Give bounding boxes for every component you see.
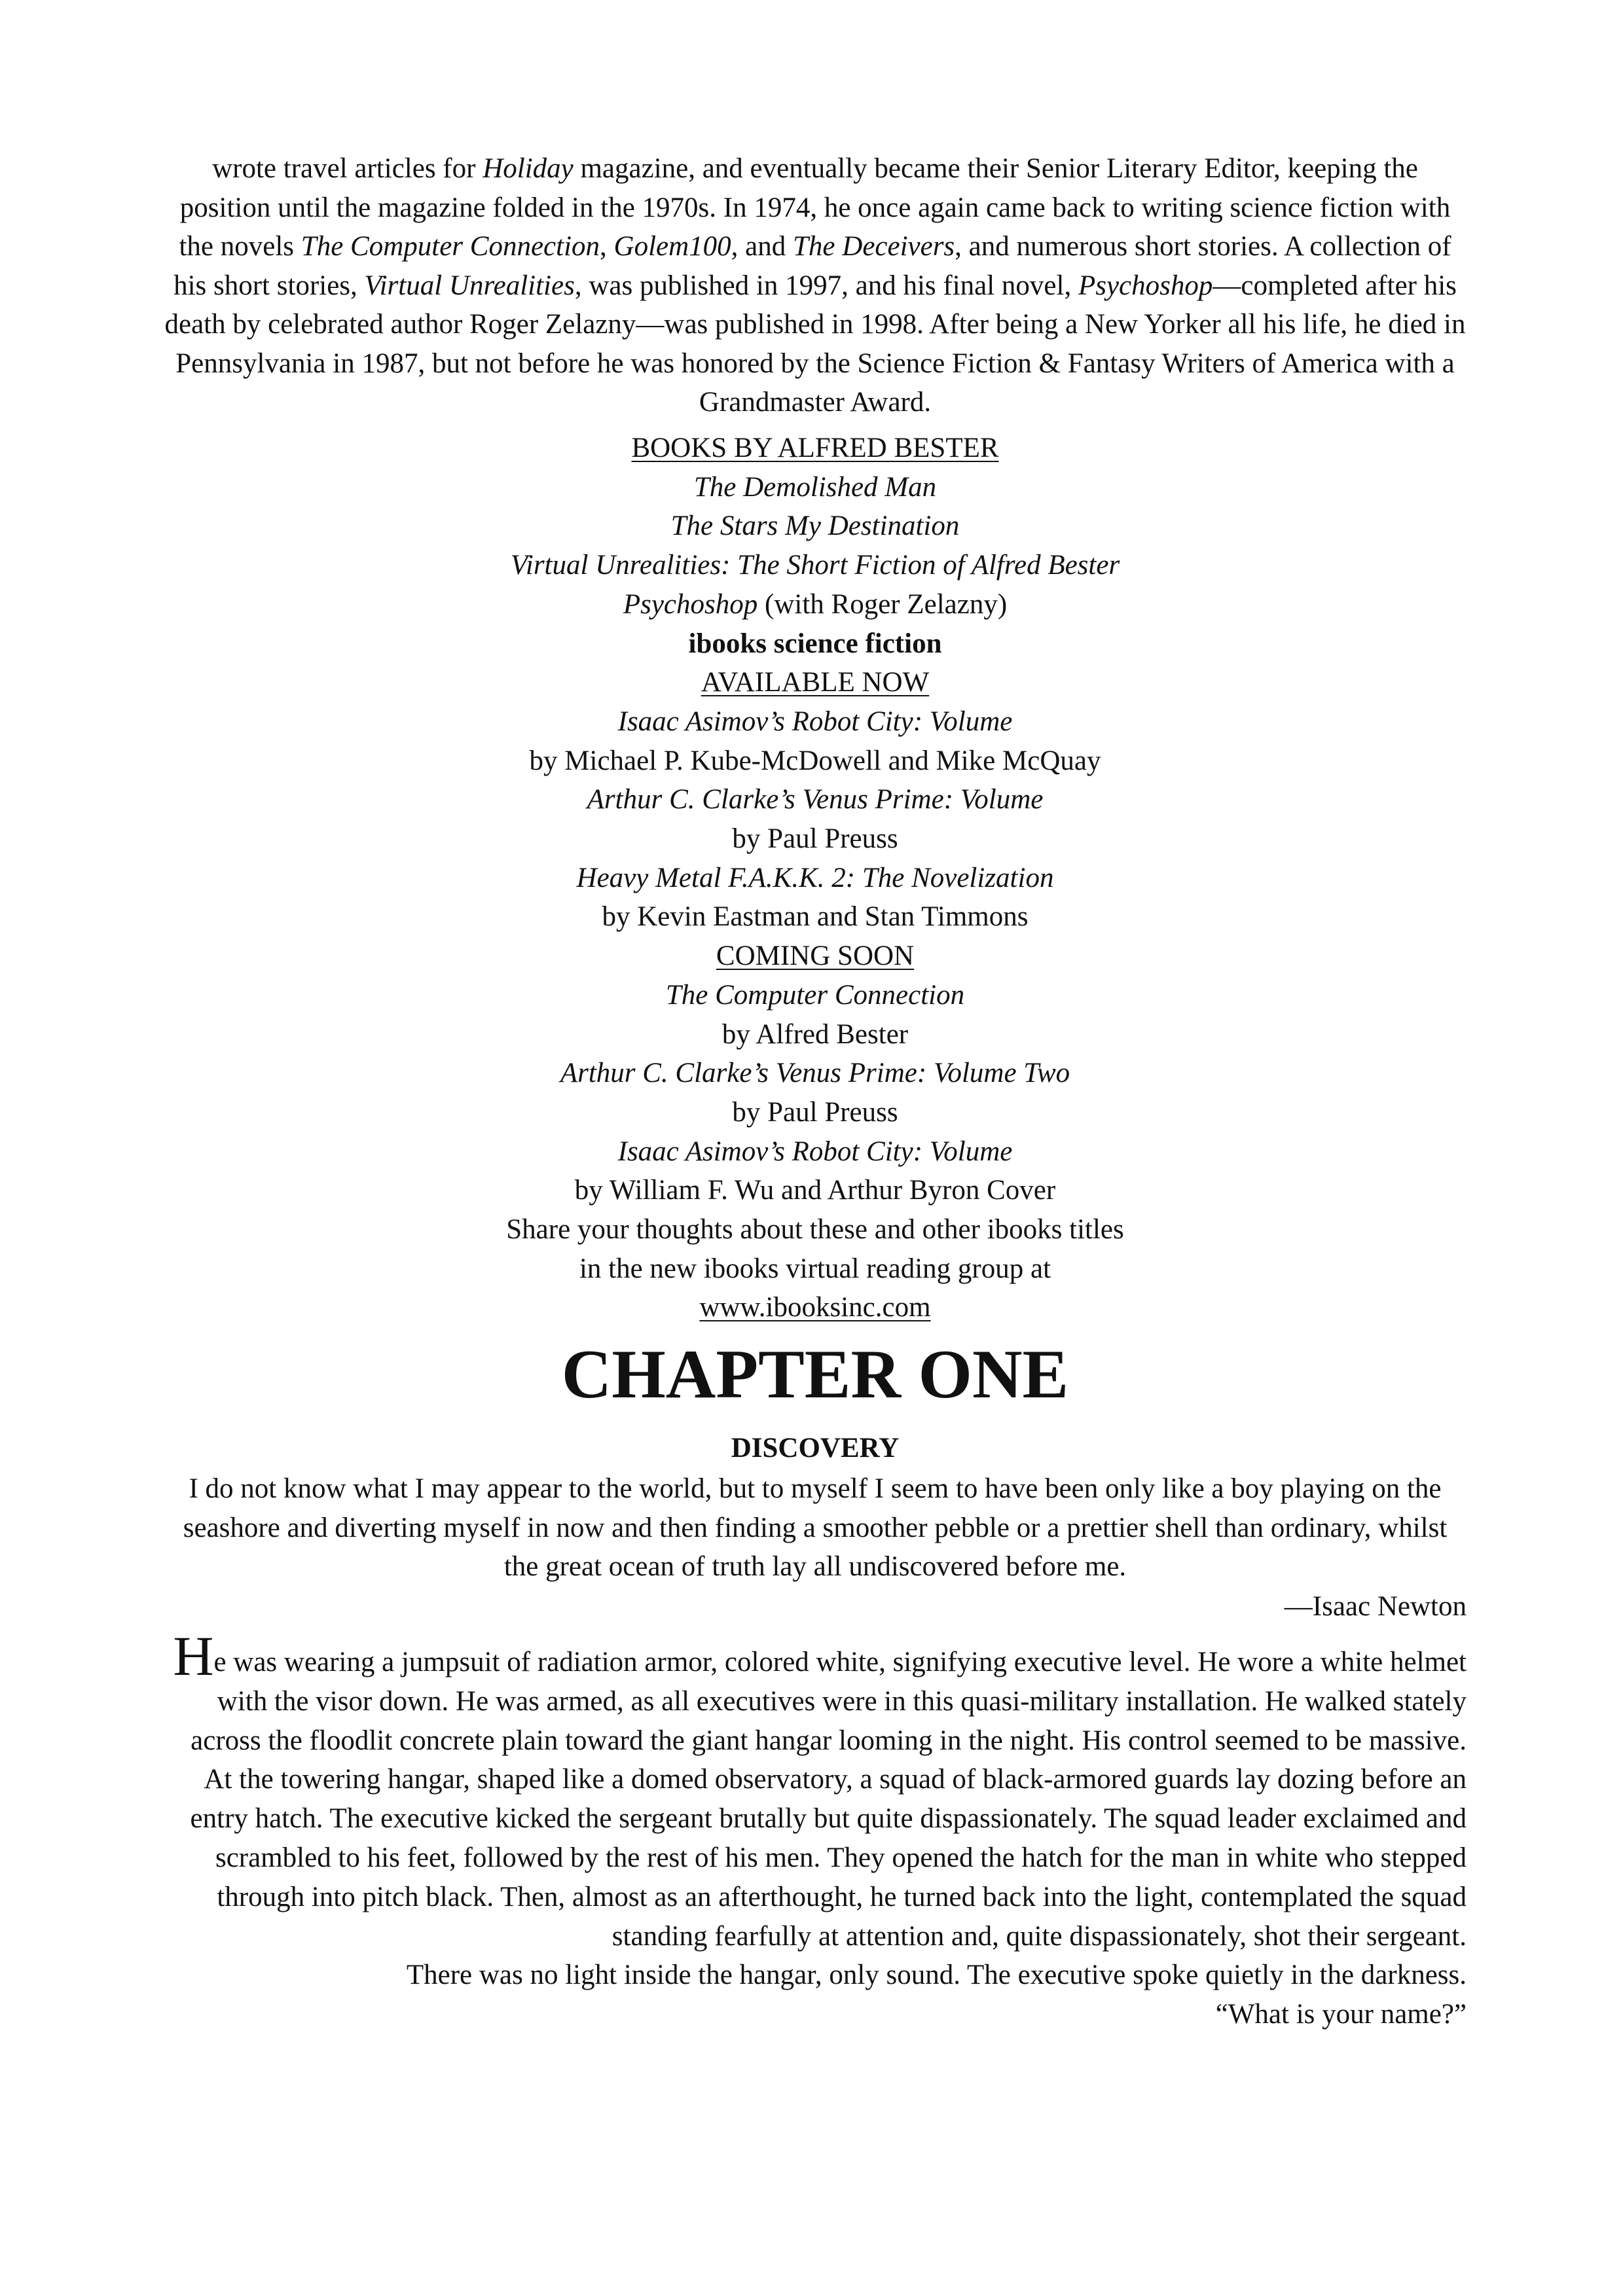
books-by-heading: BOOKS BY ALFRED BESTER [631, 433, 999, 463]
coming-book-author: by Paul Preuss [732, 1096, 898, 1128]
book-entry-psychoshop [164, 585, 1467, 624]
coming-book-author: by Alfred Bester [721, 1018, 909, 1050]
share-line-1: Share your thoughts about these and other ibooks titles [506, 1214, 1124, 1246]
bio-text-7: —completed after his death by celebrated author Roger Zelazny—was published in 1998. After being a New Yorker all his life, he died in Pennsylvania in 1987, but not before he was honored by the Science Fiction & Fantasy Writers of America with a Grandmaster Award. [164, 270, 1466, 418]
epigraph-quote: I do not know what I may appear to the world, but to myself I seem to have been only like a boy playing on the seashore and diverting myself in now and then finding a smoother pebble or a prettier shell than ordinary, whilst the great ocean of truth lay all undiscovered before me. [183, 1473, 1448, 1582]
epigraph-attribution: —Isaac Newton [1284, 1591, 1467, 1622]
book-listings [164, 429, 1467, 1327]
coming-soon-heading: COMING SOON [716, 941, 915, 972]
website-link[interactable]: www.ibooksinc.com [699, 1292, 931, 1323]
bio-text-4: , and [731, 231, 793, 262]
story-paragraph-3: There was no light inside the hangar, only sound. The executive spoke quietly in the darkness. [406, 1960, 1467, 1991]
book-title: The Stars My Destination [670, 511, 960, 542]
coming-book-author: by William F. Wu and Arthur Byron Cover [574, 1175, 1056, 1206]
author-bio-paragraph [164, 149, 1467, 422]
bio-text-2: magazine, and eventually became their Senior Literary Editor, keeping the position until the magazine folded in the 1970s. In 1974, he once again came back to writing science fiction with the novels [179, 153, 1451, 262]
share-line-2: in the new ibooks virtual reading group at [579, 1253, 1051, 1284]
bio-text-6: , was published in 1997, and his final novel, [574, 270, 1078, 301]
book-title: Virtual Unrealities: The Short Fiction of Alfred Bester [510, 550, 1120, 581]
coming-book-title: The Computer Connection [665, 979, 965, 1011]
available-now-heading: AVAILABLE NOW [701, 667, 930, 698]
story-paragraph-1-text: e was wearing a jumpsuit of radiation armor, colored white, signifying executive level. He wore a white helmet with the visor down. He was armed, as all executives were in this quasi-military installation. He walked stately across the floodlit concrete plain toward the giant hangar looming in the night. His control seemed to be massive. [191, 1647, 1467, 1756]
story-paragraph-1 [164, 1624, 1467, 1760]
bio-text-5: , and numerous short stories. A collection of his short stories, [173, 231, 1451, 301]
bio-text-1: wrote travel articles for [212, 153, 483, 184]
bio-magazine-title: Holiday [483, 153, 574, 184]
available-book-author: by Michael P. Kube-McDowell and Mike McQuay [529, 745, 1101, 776]
book-coauthor-note: (with Roger Zelazny) [757, 588, 1008, 620]
coming-book-title: Arthur C. Clarke’s Venus Prime: Volume Two [560, 1058, 1070, 1089]
story-text [164, 1624, 1467, 2034]
drop-cap: H [173, 1624, 214, 1687]
chapter-title: CHAPTER ONE [561, 1336, 1069, 1412]
bio-novel-title-2: Golem100 [613, 231, 731, 262]
bio-novel-title-3: The Deceivers [793, 231, 955, 262]
book-title: The Demolished Man [693, 471, 937, 503]
available-book-author: by Kevin Eastman and Stan Timmons [602, 901, 1029, 933]
available-book-author: by Paul Preuss [732, 823, 898, 855]
bio-final-novel-title: Psychoshop [1078, 270, 1213, 301]
story-paragraph-4: “What is your name?” [1215, 1999, 1467, 2030]
chapter-subtitle: DISCOVERY [731, 1433, 900, 1463]
available-book-title: Isaac Asimov’s Robot City: Volume [617, 706, 1013, 737]
story-paragraph-2: At the towering hangar, shaped like a domed observatory, a squad of black-armored guards lay dozing before an entry hatch. The executive kicked the sergeant brutally but quite dispassionately. The squad leader exclaimed and scrambled to his feet, followed by the rest of his men. They opened the hatch for the man in white who stepped through into pitch black. Then, almost as an afterthought, he turned back into the light, contemplated the squad standing fearfully at attention and, quite dispassionately, shot their sergeant. [190, 1764, 1467, 1952]
book-title: Psychoshop [623, 588, 758, 620]
available-book-title: Arthur C. Clarke’s Venus Prime: Volume [587, 784, 1044, 816]
imprint-name: ibooks science fiction [688, 628, 942, 659]
bio-novel-title-1: The Computer Connection [301, 231, 600, 262]
available-book-title: Heavy Metal F.A.K.K. 2: The Novelization [576, 862, 1054, 893]
bio-collection-title: Virtual Unrealities [364, 270, 575, 301]
coming-book-title: Isaac Asimov’s Robot City: Volume [617, 1136, 1013, 1167]
author-bio-text [164, 149, 1467, 422]
bio-text-3: , [600, 231, 614, 262]
